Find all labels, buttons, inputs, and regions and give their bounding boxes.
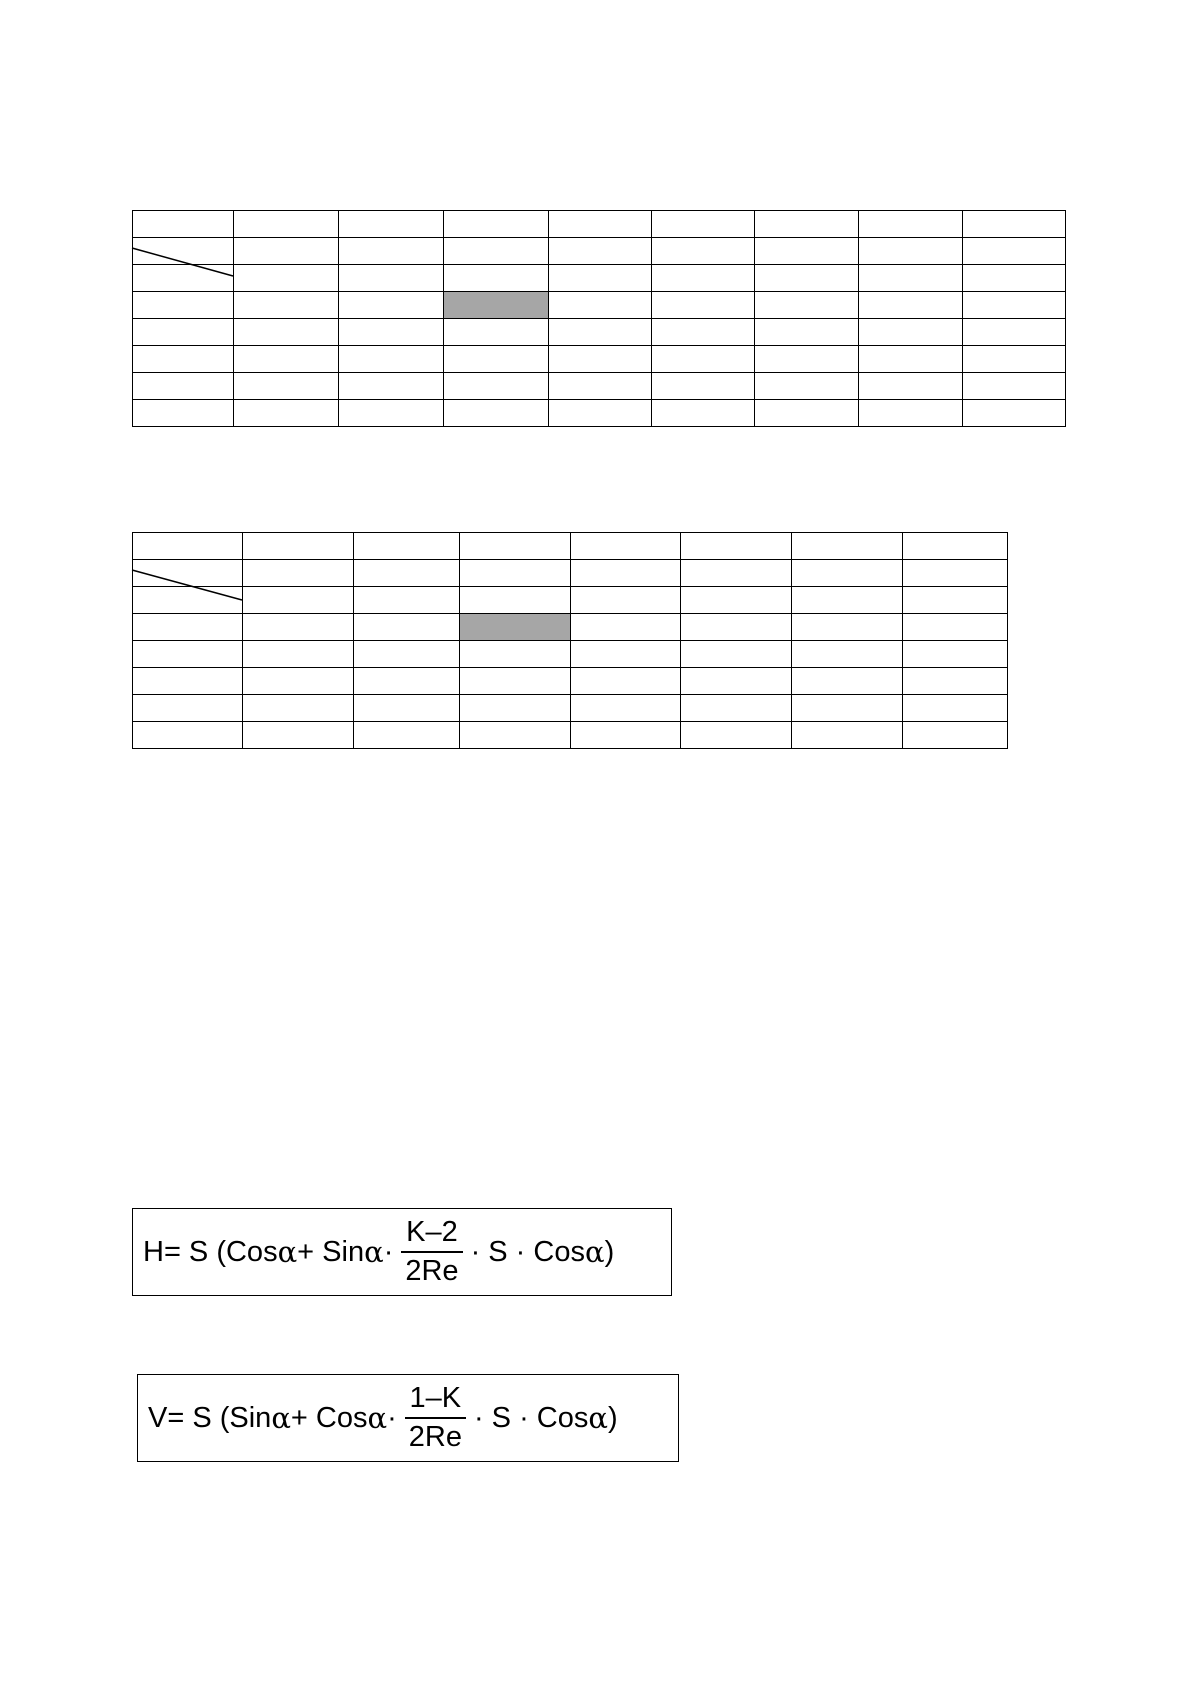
table1-cell [133, 400, 234, 427]
table1-cell [963, 292, 1066, 319]
table1-cell [755, 373, 859, 400]
table2-cell [903, 668, 1008, 695]
table2-cell [681, 533, 792, 560]
table2-row [133, 641, 1008, 668]
table1-cell [234, 319, 339, 346]
formula-h [132, 1208, 672, 1296]
table2-cell [243, 587, 354, 614]
table2-cell [243, 668, 354, 695]
table2-cell [243, 695, 354, 722]
table2-cell [354, 695, 460, 722]
table1-cell [133, 292, 234, 319]
table2-shaded-cell [460, 614, 571, 641]
table2-row [133, 722, 1008, 749]
table2-cell [903, 641, 1008, 668]
table2-cell [243, 560, 354, 587]
table1-cell [549, 292, 652, 319]
table1-cell [444, 265, 549, 292]
table1-cell [963, 238, 1066, 265]
table1-cell [339, 238, 444, 265]
table2-row [133, 614, 1008, 641]
formula-v-dot: · [387, 1401, 397, 1434]
table2-cell [354, 668, 460, 695]
table2-cell [243, 641, 354, 668]
table1-shaded-cell [444, 292, 549, 319]
table2-cell [243, 533, 354, 560]
table1-cell [234, 400, 339, 427]
table1-cell [755, 400, 859, 427]
table1-cell [859, 238, 963, 265]
table1-cell [339, 400, 444, 427]
formula-h-denominator: 2Re [401, 1251, 462, 1288]
formula-h-dot: · [383, 1235, 394, 1268]
table1-cell [549, 211, 652, 238]
table2-cell [354, 614, 460, 641]
table2-row [133, 560, 1008, 587]
formula-v-close: ) [607, 1401, 618, 1434]
table1-cell [755, 265, 859, 292]
table2-cell [792, 614, 903, 641]
formula-v-tail: · S · Cos [473, 1401, 589, 1434]
table2-cell [460, 668, 571, 695]
table1-cell [549, 265, 652, 292]
table1-cell [652, 211, 755, 238]
table1-cell [549, 238, 652, 265]
table1-cell [859, 346, 963, 373]
table1-corner-diagonal [132, 248, 233, 276]
table1-cell [339, 292, 444, 319]
table2-cell [460, 722, 571, 749]
table1-cell [755, 319, 859, 346]
table2-cell [903, 614, 1008, 641]
table1-cell [652, 292, 755, 319]
table2-cell [571, 533, 681, 560]
table2-cell [133, 722, 243, 749]
table2-cell [903, 533, 1008, 560]
table1-cell [133, 346, 234, 373]
formula-h-numerator: K–2 [406, 1216, 458, 1248]
table1-cell [859, 211, 963, 238]
table2-cell [133, 614, 243, 641]
formula-h-lhs: H= S (Cos [143, 1235, 278, 1268]
table2-cell [571, 587, 681, 614]
table2-cell [571, 560, 681, 587]
table1-cell [444, 400, 549, 427]
table2-row [133, 587, 1008, 614]
table1-row [133, 292, 1066, 319]
table2-cell [792, 695, 903, 722]
table1-cell [234, 238, 339, 265]
table1-cell [963, 400, 1066, 427]
table2-cell [903, 695, 1008, 722]
table2-cell [243, 722, 354, 749]
table2-row [133, 668, 1008, 695]
table1-cell [963, 373, 1066, 400]
table2-cell [243, 614, 354, 641]
table1-row [133, 265, 1066, 292]
table1-cell [549, 319, 652, 346]
table1-cell [444, 211, 549, 238]
table2-cell [903, 560, 1008, 587]
table1-cell [339, 265, 444, 292]
formula-v-denominator: 2Re [405, 1417, 466, 1454]
formula-h-mid: + Sin [297, 1235, 365, 1268]
table1-cell [339, 319, 444, 346]
table2-cell [681, 668, 792, 695]
table2-cell [571, 668, 681, 695]
table1-cell [549, 373, 652, 400]
table1-cell [133, 373, 234, 400]
table1-row [133, 238, 1066, 265]
table2-cell [571, 695, 681, 722]
table2-cell [681, 560, 792, 587]
table2-cell [354, 560, 460, 587]
formula-h-fraction [401, 1216, 462, 1288]
formula-v-fraction [405, 1382, 466, 1454]
table1-row [133, 400, 1066, 427]
table1-cell [234, 373, 339, 400]
table2-cell [133, 641, 243, 668]
table2-cell [903, 722, 1008, 749]
formula-h-alpha-2: α [364, 1235, 384, 1269]
table1-cell [234, 265, 339, 292]
table2-cell [792, 668, 903, 695]
table2-cell [681, 587, 792, 614]
table2-cell [792, 641, 903, 668]
table1-cell [859, 319, 963, 346]
table2-cell [133, 695, 243, 722]
formula-h-tail: · S · Cos [470, 1235, 585, 1268]
table1-cell [444, 346, 549, 373]
table1-cell [234, 346, 339, 373]
formula-v-numerator: 1–K [409, 1382, 462, 1414]
table1-cell [652, 238, 755, 265]
formula-v-alpha-1: α [271, 1401, 291, 1435]
table1-cell [963, 346, 1066, 373]
table1-cell [339, 346, 444, 373]
table1-cell [652, 265, 755, 292]
table1-cell [234, 211, 339, 238]
table2-cell [354, 641, 460, 668]
table2-row [133, 533, 1008, 560]
table1-cell [133, 319, 234, 346]
formula-v-lhs: V= S (Sin [148, 1401, 272, 1434]
formula-v-alpha-3: α [588, 1401, 608, 1435]
formula-h-close: ) [604, 1235, 615, 1268]
table2-cell [571, 722, 681, 749]
table2-cell [354, 533, 460, 560]
table1-cell [652, 373, 755, 400]
table1-cell [963, 265, 1066, 292]
formula-v [137, 1374, 679, 1462]
table1-cell [133, 211, 234, 238]
table2-cell [354, 587, 460, 614]
table2-cell [354, 722, 460, 749]
table1-row [133, 211, 1066, 238]
table1-cell [755, 211, 859, 238]
table2-cell [792, 722, 903, 749]
table1-cell [963, 211, 1066, 238]
data-table-2 [132, 532, 1008, 749]
table2-cell [460, 695, 571, 722]
table2-cell [460, 587, 571, 614]
table1-cell [755, 346, 859, 373]
table1-row [133, 319, 1066, 346]
formula-v-mid: + Cos [290, 1401, 368, 1434]
table1-row [133, 346, 1066, 373]
table1-cell [652, 319, 755, 346]
table2-row [133, 695, 1008, 722]
table1-cell [339, 211, 444, 238]
data-table-1 [132, 210, 1066, 427]
table2-cell [571, 614, 681, 641]
table2-cell [133, 668, 243, 695]
formula-h-alpha-3: α [584, 1235, 605, 1269]
table1-cell [339, 373, 444, 400]
table2-cell [681, 641, 792, 668]
table1-cell [549, 346, 652, 373]
table1-cell [444, 319, 549, 346]
table2-cell [460, 533, 571, 560]
table1-cell [444, 373, 549, 400]
table1-row [133, 373, 1066, 400]
table2-cell [792, 533, 903, 560]
table2-cell [681, 614, 792, 641]
table2-cell [460, 641, 571, 668]
table1-cell [652, 346, 755, 373]
table1-cell [652, 400, 755, 427]
table2-cell [681, 722, 792, 749]
table1-cell [234, 292, 339, 319]
table1-cell [755, 238, 859, 265]
formula-v-alpha-2: α [367, 1401, 388, 1435]
table1-cell [859, 265, 963, 292]
table2-cell [133, 533, 243, 560]
table1-cell [859, 373, 963, 400]
table2-cell [681, 695, 792, 722]
table2-cell [792, 560, 903, 587]
table2-corner-diagonal [132, 570, 242, 600]
table2-cell [571, 641, 681, 668]
table1-cell [859, 292, 963, 319]
table1-cell [963, 319, 1066, 346]
table2-cell [792, 587, 903, 614]
formula-h-alpha-1: α [277, 1235, 298, 1269]
table2-cell [903, 587, 1008, 614]
table1-cell [755, 292, 859, 319]
table1-cell [444, 238, 549, 265]
table1-cell [549, 400, 652, 427]
table2-cell [460, 560, 571, 587]
table1-cell [859, 400, 963, 427]
